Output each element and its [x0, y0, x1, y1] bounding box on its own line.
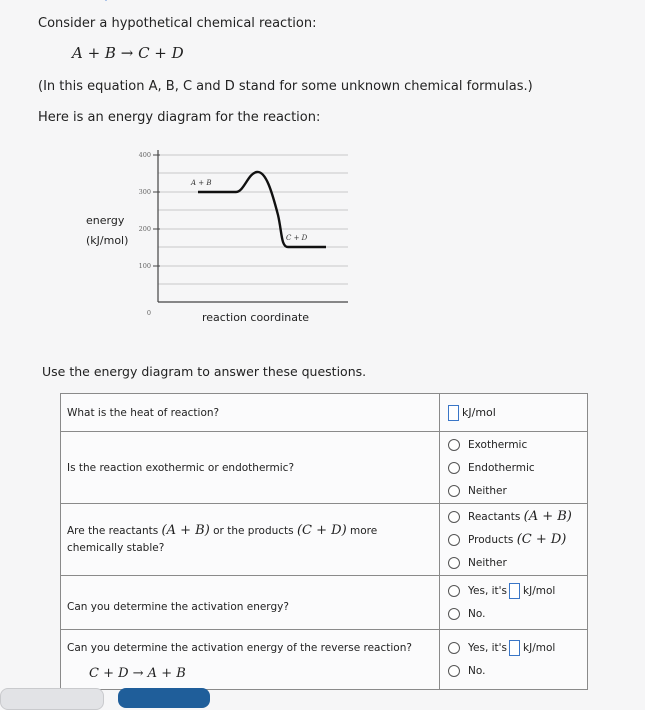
chevron-down-icon[interactable] — [96, 0, 116, 6]
answer-exo-endo-cell — [440, 432, 588, 504]
option-products[interactable]: Products (C + D) — [446, 528, 581, 551]
answer-stability-cell — [440, 504, 588, 576]
y-tick-400: 400 — [138, 151, 151, 159]
heat-input[interactable] — [448, 405, 459, 421]
y-tick-0: 0 — [146, 309, 151, 317]
question-reverse-activation: Can you determine the activation energy of the reverse reaction? C + D → A + B — [61, 630, 440, 690]
option-reactants[interactable]: Reactants (A + B) — [446, 505, 581, 528]
footer-button-primary[interactable] — [118, 688, 210, 708]
footer-button-left[interactable] — [0, 688, 104, 710]
equation-note: (In this equation A, B, C and D stand for some unknown chemical formulas.) — [38, 79, 533, 94]
option-endothermic[interactable]: Endothermic — [446, 456, 581, 479]
option-no-activation[interactable]: No. — [446, 603, 581, 626]
reaction-equation: A + B → C + D — [72, 44, 184, 62]
radio-icon[interactable] — [448, 642, 460, 654]
y-axis-label-energy: energy — [86, 214, 125, 227]
option-neither-stability[interactable]: Neither — [446, 551, 581, 574]
reactants-label: A + B — [191, 179, 212, 187]
question-activation: Can you determine the activation energy? — [61, 576, 440, 630]
radio-icon[interactable] — [448, 485, 460, 497]
y-axis-label-unit: (kJ/mol) — [86, 234, 129, 247]
y-tick-200: 200 — [138, 225, 151, 233]
option-neither[interactable]: Neither — [446, 479, 581, 502]
radio-icon[interactable] — [448, 557, 460, 569]
answer-activation-cell — [440, 576, 588, 630]
radio-icon[interactable] — [448, 462, 460, 474]
question-stability: Are the reactants (A + B) or the products (C + D) more chemically stable? — [61, 504, 440, 576]
answer-heat-cell: kJ/mol — [440, 394, 588, 432]
option-yes-activation[interactable]: Yes, it's kJ/mol — [446, 580, 581, 603]
radio-icon[interactable] — [448, 665, 460, 677]
question-exo-endo: Is the reaction exothermic or endothermic? — [61, 432, 440, 504]
radio-icon[interactable] — [448, 585, 460, 597]
products-label: C + D — [286, 234, 308, 242]
option-yes-reverse[interactable]: Yes, it's kJ/mol — [446, 637, 581, 660]
reverse-activation-input[interactable] — [509, 640, 520, 656]
intro-text: Consider a hypothetical chemical reaction: — [38, 16, 317, 31]
instructions: Use the energy diagram to answer these questions. — [42, 364, 367, 379]
energy-diagram — [120, 140, 360, 330]
y-tick-100: 100 — [138, 262, 151, 270]
y-tick-300: 300 — [138, 188, 151, 196]
x-axis-label: reaction coordinate — [202, 311, 310, 324]
radio-icon[interactable] — [448, 534, 460, 546]
activation-input[interactable] — [509, 583, 520, 599]
option-no-reverse[interactable]: No. — [446, 660, 581, 683]
radio-icon[interactable] — [448, 511, 460, 523]
questions-table — [60, 393, 588, 690]
option-exothermic[interactable]: Exothermic — [446, 433, 581, 456]
question-heat: What is the heat of reaction? — [61, 394, 440, 432]
radio-icon[interactable] — [448, 439, 460, 451]
answer-reverse-cell — [440, 630, 588, 690]
diagram-intro: Here is an energy diagram for the reaction: — [38, 110, 321, 125]
radio-icon[interactable] — [448, 608, 460, 620]
